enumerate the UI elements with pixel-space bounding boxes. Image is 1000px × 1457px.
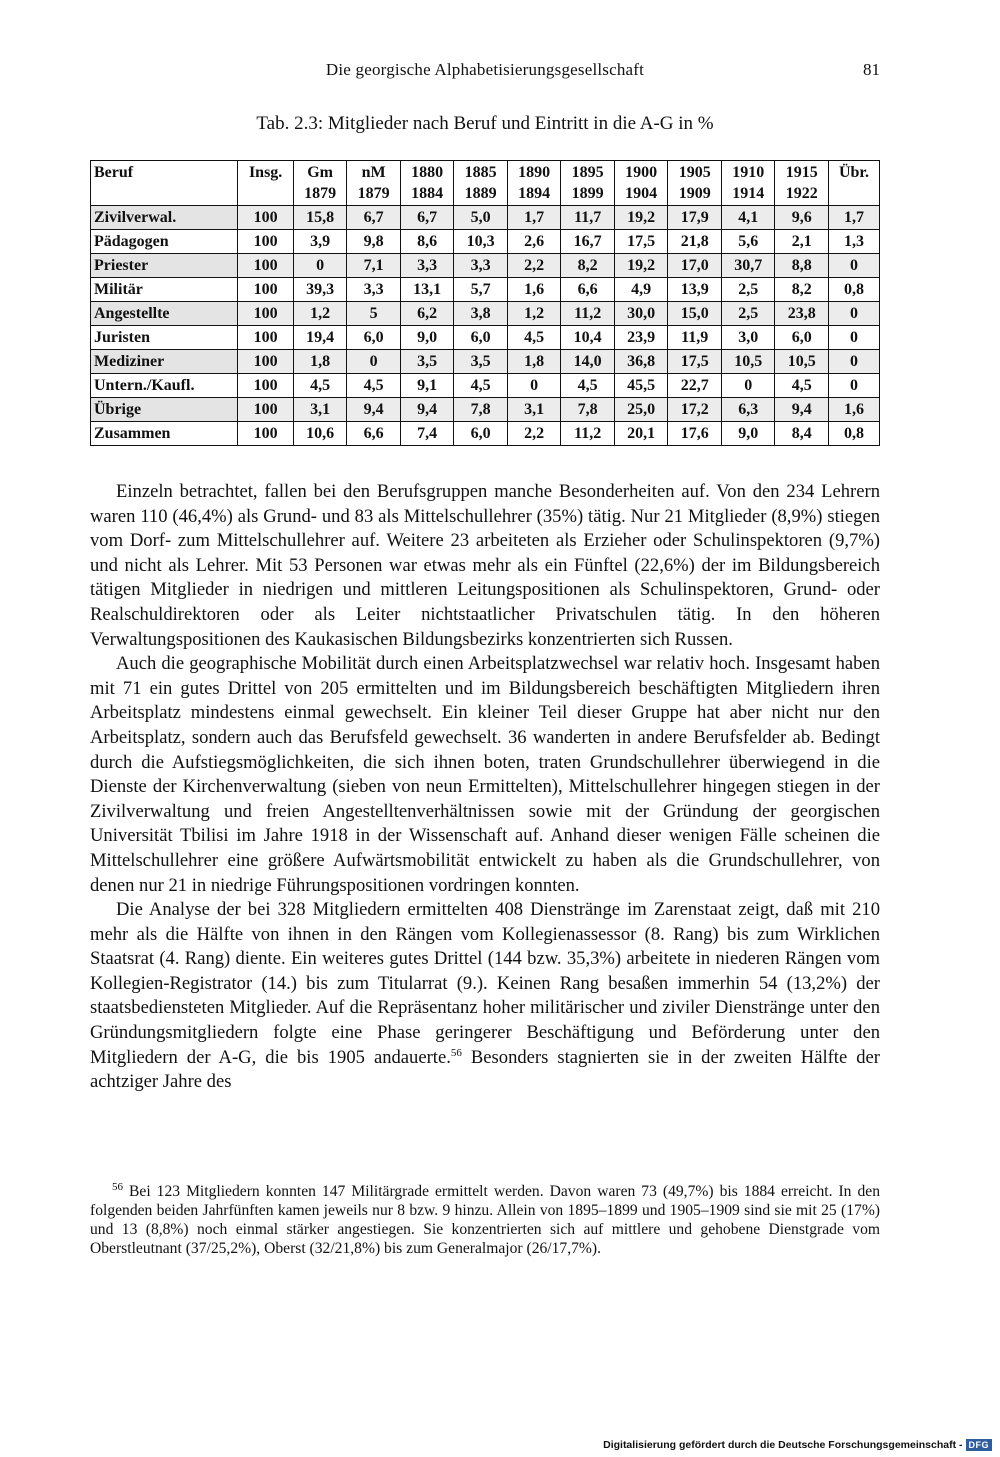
column-header-bottom: 1889 (464, 185, 497, 202)
table-row (91, 350, 880, 374)
table-cell: 6,0 (454, 326, 508, 350)
table-cell: 11,2 (561, 422, 615, 446)
table-cell: 1,7 (507, 206, 561, 230)
table-cell: 36,8 (614, 350, 668, 374)
table-cell: 39,3 (293, 278, 347, 302)
table-cell: 9,0 (721, 422, 775, 446)
table-cell: 6,6 (347, 422, 401, 446)
table-cell: 0 (828, 374, 879, 398)
table-cell: 7,1 (347, 254, 401, 278)
table-cell: 19,2 (614, 206, 668, 230)
table-cell: 9,4 (775, 398, 829, 422)
table-cell: 0 (828, 350, 879, 374)
column-header (238, 161, 293, 206)
column-header (775, 161, 829, 206)
page-number: 81 (863, 60, 880, 79)
table-cell: 1,6 (507, 278, 561, 302)
table-cell: 0 (828, 302, 879, 326)
table-cell: 100 (238, 398, 293, 422)
table-cell: 10,3 (454, 230, 508, 254)
table-cell: 17,6 (668, 422, 722, 446)
column-header (91, 161, 238, 206)
column-header (507, 161, 561, 206)
column-header-top: 1885 (464, 164, 497, 181)
column-header-bottom: 1904 (625, 185, 658, 202)
table-cell: 21,8 (668, 230, 722, 254)
table-cell: 20,1 (614, 422, 668, 446)
column-header-bottom: 1909 (678, 185, 711, 202)
data-table (90, 160, 880, 446)
column-header (668, 161, 722, 206)
table-cell: 100 (238, 206, 293, 230)
table-cell: 8,6 (400, 230, 454, 254)
paragraph (90, 898, 880, 1095)
table-cell: 13,1 (400, 278, 454, 302)
column-header (561, 161, 615, 206)
table-cell: 15,0 (668, 302, 722, 326)
table-cell: 4,5 (454, 374, 508, 398)
row-label: Militär (91, 278, 238, 302)
table-cell: 100 (238, 278, 293, 302)
table-cell: 1,7 (828, 206, 879, 230)
table-row (91, 302, 880, 326)
table-cell: 9,0 (400, 326, 454, 350)
table-cell: 9,1 (400, 374, 454, 398)
row-label: Priester (91, 254, 238, 278)
column-header-bottom: 1879 (304, 185, 337, 202)
table-cell: 9,4 (347, 398, 401, 422)
dfg-logo: DFG (966, 1439, 993, 1451)
table-cell: 2,1 (775, 230, 829, 254)
table-cell: 3,1 (293, 398, 347, 422)
table-cell: 22,7 (668, 374, 722, 398)
column-header (614, 161, 668, 206)
table-cell: 100 (238, 422, 293, 446)
table-cell: 0 (721, 374, 775, 398)
table-cell: 23,9 (614, 326, 668, 350)
table-header-row (91, 161, 880, 206)
table-cell: 8,4 (775, 422, 829, 446)
column-header-bottom: 1894 (518, 185, 551, 202)
table-cell: 30,0 (614, 302, 668, 326)
table-cell: 19,2 (614, 254, 668, 278)
table-cell: 4,1 (721, 206, 775, 230)
table-cell: 30,7 (721, 254, 775, 278)
column-header-bottom: 1884 (411, 185, 444, 202)
column-header-bottom: 1914 (732, 185, 765, 202)
column-header (454, 161, 508, 206)
paragraph-text: Besonders stagnierten sie in der zweiten Hälfte der achtziger Jahre des (90, 1046, 880, 1093)
table-cell: 4,5 (775, 374, 829, 398)
column-header-top: Gm (307, 164, 333, 181)
table-cell: 11,2 (561, 302, 615, 326)
table-cell: 1,2 (507, 302, 561, 326)
paragraph-text: Die Analyse der bei 328 Mitgliedern ermittelten 408 Dienstränge im Zarenstaat zeigt, daß mit 210 mehr als die Hälfte von ihnen in den Rängen vom Kollegienassessor (8. Rang) bis zum Wirklichen Staatsrat (4. Rang) diente. Ein weiteres gutes Drittel (144 bzw. 35,3%) arbeitete in niederen Rängen vom Kollegien-Registrator (14.) bis zum Titularrat (9.). Keinen Rang besaßen immerhin 54 (13,2%) der staatsbediensteten Mitglieder. Auf die Repräsentanz hoher militärischer und ziviler Dienstränge unter den Gründungsmitgliedern folgte eine Phase geringerer Beschäftigung und Beförderung unter den Mitgliedern der A-G, die bis 1905 andauerte. (90, 899, 880, 1068)
table-row (91, 230, 880, 254)
table-cell: 7,4 (400, 422, 454, 446)
table-cell: 6,2 (400, 302, 454, 326)
table-cell: 0,8 (828, 278, 879, 302)
digitization-footer (603, 1439, 992, 1451)
table-cell: 10,4 (561, 326, 615, 350)
table-cell: 100 (238, 326, 293, 350)
table-cell: 1,2 (293, 302, 347, 326)
table-cell: 8,2 (561, 254, 615, 278)
table-cell: 0,8 (828, 422, 879, 446)
column-header-bottom: 1899 (571, 185, 604, 202)
table-cell: 5,0 (454, 206, 508, 230)
column-header-top: Insg. (248, 164, 283, 181)
table-cell: 0 (828, 326, 879, 350)
table-cell: 2,6 (507, 230, 561, 254)
table-cell: 0 (828, 254, 879, 278)
table-cell: 0 (347, 350, 401, 374)
footnote-text: Bei 123 Mitgliedern konnten 147 Militärgrade ermittelt werden. Davon waren 73 (49,7%) bis 1884 erreicht. In den folgenden beiden Jahrfünften kamen jeweils nur 8 bzw. 9 hinzu. Allein von 1895–1899 und 1905–1909 sind sie mit 25 (17%) und 13 (8,8%) noch einmal stärker angestiegen. Sie konzentrierten sich auf mittlere und gehobene Dienstgrade vom Oberstleutnant (37/25,2%), Oberst (32/21,8%) bis zum Generalmajor (26/17,7%). (90, 1183, 880, 1257)
column-header-top: nM (361, 164, 386, 181)
table-cell: 6,0 (775, 326, 829, 350)
body-text (90, 480, 880, 1095)
table-row (91, 206, 880, 230)
table-cell: 4,5 (347, 374, 401, 398)
table-cell: 100 (238, 254, 293, 278)
table-cell: 45,5 (614, 374, 668, 398)
paragraph: Einzeln betrachtet, fallen bei den Berufsgruppen manche Besonderheiten auf. Von den 234 Lehrern waren 110 (46,4%) als Grund- und 83 als Mittelschullehrer (35%) tätig. Nur 21 Mitglieder (8,9%) stiegen vom Dorf- zum Mittelschullehrer auf. Weitere 23 arbeiteten als Erzieher oder Schulinspektoren (9,7%) und nicht als Lehrer. Mit 53 Personen war etwas mehr als ein Fünftel (22,6%) der im Bildungsbereich tätigen Mitglieder in niedrigen und mittleren Leitungspositionen als Schulinspektoren, Grund- oder Realschuldirektoren oder als Leiter nichtstaatlicher Privatschulen tätig. In den höheren Verwaltungspositionen des Kaukasischen Bildungsbezirks konzentrierten sich Russen. (90, 481, 880, 650)
table-cell: 2,5 (721, 302, 775, 326)
column-header-top: 1880 (411, 164, 444, 181)
table-cell: 6,0 (454, 422, 508, 446)
table-cell: 100 (238, 230, 293, 254)
table-cell: 8,8 (775, 254, 829, 278)
table-cell: 16,7 (561, 230, 615, 254)
footnote (90, 1182, 880, 1258)
table-cell: 3,3 (347, 278, 401, 302)
table-cell: 14,0 (561, 350, 615, 374)
table-cell: 7,8 (561, 398, 615, 422)
column-header-top: Übr. (838, 164, 870, 181)
table-cell: 10,6 (293, 422, 347, 446)
table-cell: 17,2 (668, 398, 722, 422)
table-cell: 9,6 (775, 206, 829, 230)
table-cell: 9,4 (400, 398, 454, 422)
table-row (91, 326, 880, 350)
table-cell: 5 (347, 302, 401, 326)
table-cell: 6,0 (347, 326, 401, 350)
row-label: Angestellte (91, 302, 238, 326)
table-cell: 1,8 (507, 350, 561, 374)
column-header (400, 161, 454, 206)
table-cell: 4,5 (507, 326, 561, 350)
table-cell: 6,6 (561, 278, 615, 302)
column-header-top: 1900 (625, 164, 658, 181)
table-cell: 6,7 (347, 206, 401, 230)
row-label: Zivilverwal. (91, 206, 238, 230)
table-cell: 17,5 (614, 230, 668, 254)
row-label: Mediziner (91, 350, 238, 374)
table-row (91, 278, 880, 302)
table-cell: 3,5 (454, 350, 508, 374)
column-header-top: 1910 (732, 164, 765, 181)
column-header (347, 161, 401, 206)
table-body (91, 206, 880, 446)
row-label: Zusammen (91, 422, 238, 446)
running-title: Die georgische Alphabetisierungsgesellschaft (325, 60, 645, 79)
table-cell: 1,8 (293, 350, 347, 374)
table-cell: 3,8 (454, 302, 508, 326)
table-cell: 100 (238, 350, 293, 374)
column-header-top: 1890 (518, 164, 551, 181)
table-cell: 11,9 (668, 326, 722, 350)
table-caption: Tab. 2.3: Mitglieder nach Beruf und Eintritt in die A-G in % (256, 113, 714, 134)
table-cell: 100 (238, 374, 293, 398)
row-label: Übrige (91, 398, 238, 422)
table-cell: 3,9 (293, 230, 347, 254)
column-header-bottom: 1922 (785, 185, 818, 202)
table-cell: 4,5 (561, 374, 615, 398)
table-cell: 7,8 (454, 398, 508, 422)
table-cell: 13,9 (668, 278, 722, 302)
table-cell: 10,5 (775, 350, 829, 374)
table-cell: 25,0 (614, 398, 668, 422)
row-label: Juristen (91, 326, 238, 350)
table-cell: 15,8 (293, 206, 347, 230)
table-cell: 9,8 (347, 230, 401, 254)
table-cell: 3,3 (400, 254, 454, 278)
table-cell: 11,7 (561, 206, 615, 230)
table-cell: 17,5 (668, 350, 722, 374)
footer-text: Digitalisierung gefördert durch die Deutsche Forschungsgemeinschaft - (603, 1439, 963, 1451)
table-row (91, 374, 880, 398)
table-cell: 4,5 (293, 374, 347, 398)
footnote-number: 56 (112, 1180, 123, 1193)
column-header (293, 161, 347, 206)
column-header-top: Beruf (94, 164, 134, 181)
table-cell: 3,5 (400, 350, 454, 374)
table-cell: 8,2 (775, 278, 829, 302)
table-cell: 3,3 (454, 254, 508, 278)
footnote-paragraph (90, 1182, 880, 1258)
table-cell: 3,0 (721, 326, 775, 350)
table-cell: 5,6 (721, 230, 775, 254)
table-cell: 2,2 (507, 254, 561, 278)
row-label: Pädagogen (91, 230, 238, 254)
table-cell: 6,3 (721, 398, 775, 422)
table-cell: 2,2 (507, 422, 561, 446)
table-cell: 1,6 (828, 398, 879, 422)
table-row (91, 254, 880, 278)
table-cell: 23,8 (775, 302, 829, 326)
column-header (721, 161, 775, 206)
table-cell: 17,0 (668, 254, 722, 278)
table-cell: 100 (238, 302, 293, 326)
table-cell: 3,1 (507, 398, 561, 422)
table-cell: 19,4 (293, 326, 347, 350)
table-row (91, 398, 880, 422)
table-row (91, 422, 880, 446)
table-cell: 1,3 (828, 230, 879, 254)
table-cell: 0 (293, 254, 347, 278)
page-header (90, 60, 880, 88)
table-cell: 17,9 (668, 206, 722, 230)
table-cell: 2,5 (721, 278, 775, 302)
column-header-top: 1915 (785, 164, 818, 181)
column-header (828, 161, 879, 206)
footnote-reference[interactable]: 56 (450, 1046, 462, 1059)
paragraph: Auch die geographische Mobilität durch einen Arbeitsplatzwechsel war relativ hoch. Insgesamt haben mit 71 ein gutes Drittel von 205 ermittelten und im Bildungsbereich beschäftigten Mitgliedern ihren Arbeitsplatz mindestens einmal gewechselt. Ein kleiner Teil dieser Gruppe hat aber nicht nur den Arbeitsplatz, sondern auch das Berufsfeld gewechselt. 36 wanderten in andere Berufsfelder ab. Bedingt durch die Aufstiegsmöglichkeiten, die sich ihnen boten, traten Grundschullehrer überwiegend in die Dienste der Kirchenverwaltung (sieben von neun Ermittelten), Mittelschullehrer hingegen stiegen in der Zivilverwaltung und freien Angestelltenverhältnissen sowie mit der Gründung der georgischen Universität Tbilisi im Jahre 1918 in der Wissenschaft auf. Anhand dieser wenigen Fälle scheinen die Mittelschullehrer eine größere Aufwärtsmobilität entwickelt zu haben als die Grundschullehrer, von denen nur 21 in niedrige Führungspositionen vordringen konnten. (90, 653, 880, 896)
column-header-bottom: 1879 (357, 185, 390, 202)
table-cell: 4,9 (614, 278, 668, 302)
table-cell: 6,7 (400, 206, 454, 230)
row-label: Untern./Kaufl. (91, 374, 238, 398)
column-header-top: 1895 (571, 164, 604, 181)
table-cell: 0 (507, 374, 561, 398)
table-cell: 5,7 (454, 278, 508, 302)
column-header-top: 1905 (678, 164, 711, 181)
table-cell: 10,5 (721, 350, 775, 374)
